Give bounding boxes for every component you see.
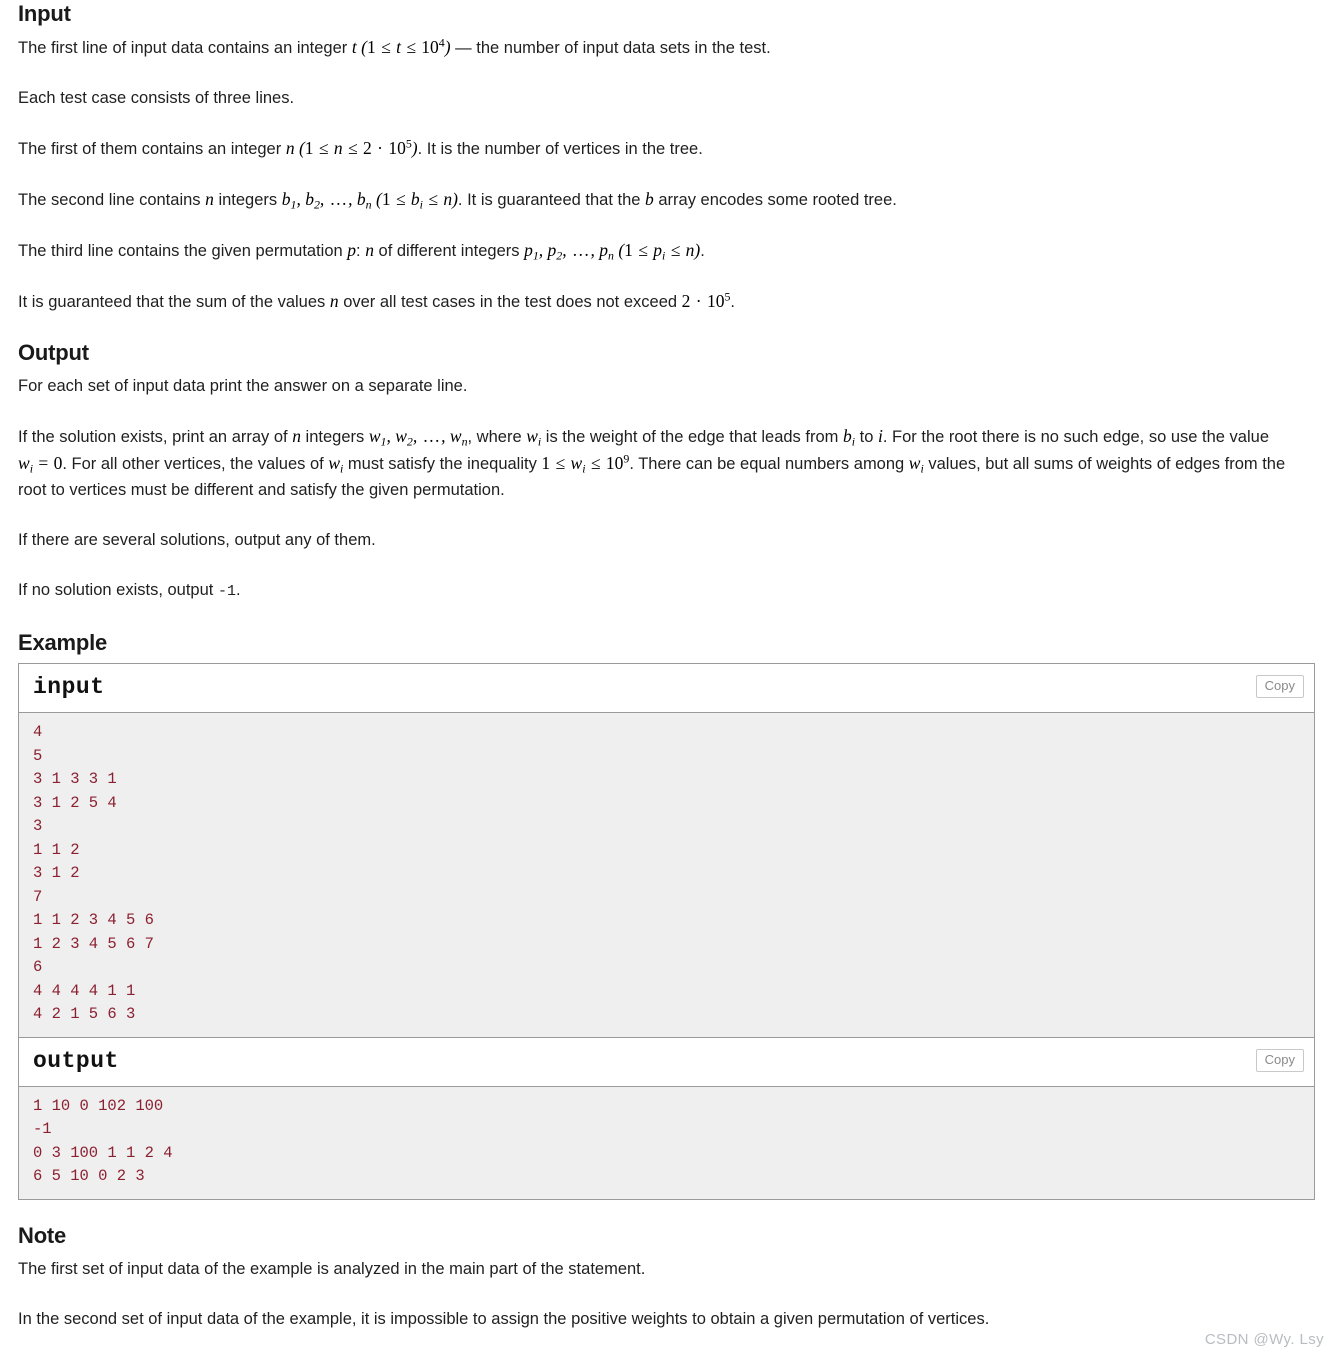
input-line: 3 <box>33 817 43 835</box>
note-section-heading: Note <box>18 1222 67 1248</box>
input-line: 6 <box>33 958 43 976</box>
output-p2-text-i: . There can be equal numbers among <box>629 455 909 473</box>
input-paragraph-1 <box>18 34 1318 61</box>
input-p1-text-b: — the number of input data sets in the test. <box>450 39 771 57</box>
output-p4-text-b: . <box>235 581 241 599</box>
math-w-i-1: $w_i$ <box>526 426 542 449</box>
input-p6-text-a: It is guaranteed that the sum of the values <box>18 293 330 311</box>
output-sample-header <box>19 1038 1314 1087</box>
output-paragraph-1: For each set of input data print the answer on a separate line. <box>18 377 468 395</box>
output-p2-text-d: is the weight of the edge that leads from <box>541 428 843 446</box>
output-paragraph-4 <box>18 577 1318 605</box>
output-line: 1 10 0 102 100 <box>33 1096 164 1115</box>
output-paragraph-2 <box>18 423 1318 503</box>
math-b-array: $b_1$, $b_2$, …, $b_n$ <box>281 189 372 212</box>
input-line: 1 2 3 4 5 6 7 <box>33 934 154 953</box>
input-p5-text-a: The third line contains the given permutation <box>18 242 348 260</box>
math-sum-bound: $2 \cdot 10^5$ <box>681 289 731 311</box>
output-p2-text-c: , where <box>467 428 527 446</box>
input-paragraph-4 <box>18 186 1318 213</box>
output-line: 6 5 10 0 2 3 <box>33 1167 145 1185</box>
output-p2-text-f: . For the root there is no such edge, so use the value <box>882 428 1270 446</box>
output-p2-text-j: values, but all sums of weights of edges from the root to vertices must be different and satisfy the given permutation. <box>18 455 1286 499</box>
input-line: 7 <box>33 887 43 906</box>
input-line: 3 1 2 5 4 <box>33 793 117 812</box>
math-w-i-3: $w_i$ <box>908 453 924 476</box>
note-paragraph-2: In the second set of input data of the example, it is impossible to assign the positive weights to obtain a given permutation of vertices. <box>18 1309 990 1328</box>
input-p3-text-b: . It is the number of vertices in the tree. <box>417 140 703 158</box>
input-p3-text-a: The first of them contains an integer <box>18 140 286 158</box>
input-p4-text-d: array encodes some rooted tree. <box>653 191 897 209</box>
input-line: 1 1 2 3 4 5 6 <box>33 911 154 929</box>
output-sample-title: output <box>33 1047 119 1074</box>
output-p4-text-a: If no solution exists, output <box>18 581 218 599</box>
output-p2-text-h: must satisfy the inequality <box>343 455 542 473</box>
math-n-inline-2: n <box>365 240 374 260</box>
input-line: 3 1 3 3 1 <box>33 770 117 788</box>
math-b-range: $(1 \le b_i \le n)$ <box>371 189 458 212</box>
input-p5-text-b: : <box>356 242 366 260</box>
output-line: 0 3 100 1 1 2 4 <box>33 1143 173 1162</box>
example-box <box>18 663 1315 1200</box>
input-line: 4 <box>33 723 43 741</box>
math-p-variable: p <box>347 240 357 260</box>
example-section-heading: Example <box>18 630 108 655</box>
copy-input-button[interactable]: Copy <box>1256 675 1304 698</box>
math-w-range: $1 \le w_i \le 10^9$ <box>541 451 630 476</box>
math-p-array: $p_1$, $p_2$, …, $p_n$ <box>524 240 614 263</box>
input-p6-text-b: over all test cases in the test does not exceed <box>338 293 682 311</box>
input-sample-header <box>19 664 1314 713</box>
output-p2-text-e: to <box>855 428 878 446</box>
input-paragraph-6 <box>18 288 1318 315</box>
math-n-range: $(1 \le n \le 2 \cdot 10^5)$ <box>294 136 418 158</box>
csdn-watermark: CSDN @Wy. Lsy <box>1204 1331 1324 1348</box>
math-n-inline-3: n <box>329 291 339 311</box>
input-p4-text-c: . It is guaranteed that the <box>457 191 646 209</box>
copy-output-button[interactable]: Copy <box>1256 1049 1304 1072</box>
input-paragraph-2: Each test case consists of three lines. <box>18 89 295 107</box>
output-sample-body <box>19 1087 1314 1199</box>
output-p2-text-g: . For all other vertices, the values of <box>62 455 329 473</box>
input-section-heading: Input <box>18 1 71 26</box>
math-i-variable: i <box>877 426 883 446</box>
note-paragraph-1: The first set of input data of the example is analyzed in the main part of the statement. <box>18 1259 646 1278</box>
math-b-i: $b_i$ <box>842 426 856 449</box>
output-section-heading: Output <box>18 340 89 365</box>
math-p-range: $(1 \le p_i \le n)$ <box>613 240 701 263</box>
output-paragraph-3: If there are several solutions, output any of them. <box>18 531 376 549</box>
input-p1-text-a: The first line of input data contains an integer <box>18 39 352 57</box>
output-p2-text-b: integers <box>300 428 369 446</box>
math-n-inline-4: n <box>292 426 301 446</box>
math-t-range: $(1 \le t \le 10^4)$ <box>356 35 451 57</box>
minus-one-code: -1 <box>217 583 236 600</box>
input-line: 1 1 2 <box>33 840 80 859</box>
input-p4-text-b: integers <box>213 191 282 209</box>
input-line: 4 4 4 4 1 1 <box>33 981 136 1000</box>
math-w-zero: $w_i = 0$ <box>18 453 63 476</box>
math-w-i-2: $w_i$ <box>328 453 344 476</box>
input-line: 4 2 1 5 6 3 <box>33 1005 136 1023</box>
input-line: 5 <box>33 746 43 765</box>
math-t-variable: t <box>351 37 357 57</box>
input-p6-text-c: . <box>730 293 736 311</box>
input-p5-text-d: . <box>700 242 705 260</box>
input-paragraph-5 <box>18 237 1318 264</box>
math-b-variable: b <box>645 189 654 209</box>
input-paragraph-3 <box>18 135 1318 162</box>
math-w-array: $w_1$, $w_2$, …, $w_n$ <box>368 426 468 449</box>
input-line: 3 1 2 <box>33 864 80 882</box>
output-p2-text-a: If the solution exists, print an array of <box>18 428 293 446</box>
math-n-variable: n <box>285 138 295 158</box>
output-line: -1 <box>33 1120 52 1138</box>
input-p5-text-c: of different integers <box>373 242 525 260</box>
math-n-inline: n <box>205 189 214 209</box>
input-p4-text-a: The second line contains <box>18 191 206 209</box>
input-sample-title: input <box>33 674 105 700</box>
input-sample-body <box>19 713 1314 1038</box>
